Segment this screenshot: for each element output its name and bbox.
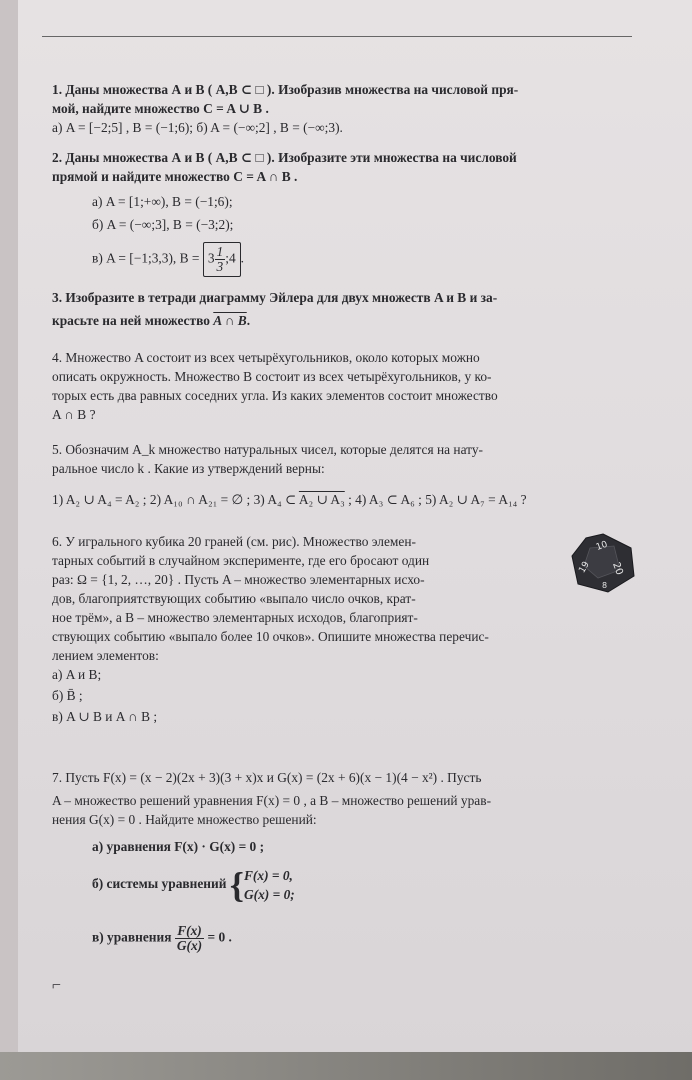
problem-5-line-2: ральное число k . Какие из утверждений верны:: [52, 461, 325, 476]
problem-7-line-1: 7. Пусть F(x) = (x − 2)(2x + 3)(3 + x)x и G(x) = (2x + 6)(x − 1)(4 − x²) . Пусть: [52, 770, 482, 785]
problem-6-b: б) B̄ ;: [52, 688, 83, 703]
problem-2-b: б) A = (−∞;3], B = (−3;2);: [92, 217, 234, 232]
problem-3-line-1: 3. Изобразите в тетради диаграмму Эйлера для двух множеств A и B и за-: [52, 290, 498, 305]
problem-3-line-2: [52, 311, 642, 330]
problem-4: [52, 348, 642, 424]
problem-7-b-eq2: G(x) = 0;: [243, 887, 295, 902]
problem-7-c-end: = 0 .: [207, 929, 232, 945]
problem-2-c-suffix: ;4: [225, 250, 236, 266]
problem-6: [52, 532, 642, 726]
d20-die-icon: [568, 532, 638, 594]
problem-6-line-5: ное трём», а B – множество элементарных исходов, благоприят-: [52, 610, 418, 625]
problem-4-line-1: 4. Множество A состоит из всех четырёхугольников, около которых можно: [52, 350, 480, 365]
problem-6-line-6: ствующих событию «выпало более 10 очков». Опишите множества перечис-: [52, 629, 489, 644]
problem-2-c-denominator: 3: [216, 259, 224, 274]
problem-2-a: а) A = [1;+∞), B = (−1;6);: [92, 194, 233, 209]
top-rule: [42, 36, 632, 37]
problem-4-line-2: описать окружность. Множество B состоит из всех четырёхугольников, у ко-: [52, 369, 492, 384]
problem-7-b-label: б) системы уравнений: [92, 876, 227, 892]
problem-2-c-numerator: 1: [216, 244, 224, 259]
problem-6-line-2: тарных событий в случайном эксперименте, где его бросают один: [52, 553, 430, 568]
problem-7-line-2: A – множество решений уравнения F(x) = 0 , а B – множество решений урав-: [52, 793, 492, 808]
problem-7-c: [52, 924, 642, 960]
problem-6-a: а) A и B;: [52, 667, 102, 682]
problem-7-b: [52, 866, 642, 910]
problem-4-line-4: A ∩ B ?: [52, 407, 96, 422]
die-label-19: 19: [577, 560, 592, 575]
problem-2-line-1: 2. Даны множества А и В ( A,B ⊂ □ ). Изобразите эти множества на числовой: [52, 150, 517, 165]
table-surface: [0, 1052, 692, 1080]
problem-6-line-3: раз: Ω = {1, 2, …, 20} . Пусть A – множество элементарных исхо-: [52, 572, 425, 587]
problem-5: [52, 440, 642, 509]
problem-5-line-3-a: 1) A₂ ∪ A₄ = A₂ ; 2) A₁₀ ∩ A₂₁ = ∅ ; 3) A₄ ⊂: [52, 492, 299, 507]
problem-2-c-whole: 3: [207, 250, 215, 266]
problem-7-c-label: в) уравнения: [92, 929, 172, 945]
problem-7-a: а) уравнения F(x) · G(x) = 0 ;: [92, 839, 265, 854]
problem-5-line-1: 5. Обозначим A_k множество натуральных чисел, которые делятся на нату-: [52, 442, 484, 457]
problem-7-c-numerator: F(x): [175, 924, 204, 939]
problem-5-line-3-b: ; 4) A₃ ⊂ A₆ ; 5) A₂ ∪ A₇ = A₁₄ ?: [344, 492, 527, 507]
problem-1-line-3: а) A = [−2;5] , B = (−1;6); б) A = (−∞;2] , B = (−∞;3).: [52, 120, 343, 135]
problem-7-b-system: [244, 866, 295, 904]
problem-4-line-3: торых есть два равных соседних угла. Из каких элементов состоит множество: [52, 388, 498, 403]
problem-7: [52, 768, 642, 960]
problem-5-line-3: [52, 490, 642, 509]
problem-7-b-eq1: F(x) = 0,: [243, 868, 293, 883]
problem-1-line-1: 1. Даны множества А и В ( A,B ⊂ □ ). Изобразив множества на числовой пря-: [52, 82, 519, 97]
problem-1: [52, 80, 642, 137]
problem-2: [52, 148, 642, 276]
die-label-10: 10: [594, 539, 610, 554]
problem-6-line-4: дов, благоприятствующих событию «выпало число очков, крат-: [52, 591, 416, 606]
corner-pencil-mark: ⌐: [52, 977, 62, 994]
problem-3-line-2-text: красьте на ней множество: [52, 313, 210, 328]
problem-1-line-2: мой, найдите множество C = A ∪ B .: [52, 101, 269, 116]
problem-2-c-prefix: в) A = [−1;3,3), B =: [92, 250, 200, 266]
problem-3-set: A ∩ B: [213, 313, 247, 328]
problem-6-c: в) A ∪ B и A ∩ B ;: [52, 709, 158, 724]
system-brace-icon: {: [229, 865, 244, 905]
problem-7-c-denominator: G(x): [176, 938, 203, 953]
problem-2-c-end: .: [240, 250, 245, 266]
problem-3: [52, 288, 642, 330]
problem-7-line-3: нения G(x) = 0 . Найдите множество решений:: [52, 812, 317, 827]
problem-5-line-3-over: A₂ ∪ A₃: [298, 492, 345, 507]
die-label-8: 8: [602, 581, 608, 590]
problem-3-end: .: [246, 313, 251, 328]
problem-6-line-7: лением элементов:: [52, 648, 159, 663]
problem-2-c: [52, 242, 642, 276]
problem-2-line-2: прямой и найдите множество C = A ∩ B .: [52, 169, 298, 184]
problem-6-line-1: 6. У игрального кубика 20 граней (см. рис). Множество элемен-: [52, 534, 416, 549]
problem-2-c-interval: [203, 242, 241, 277]
die-label-20: 20: [610, 560, 625, 577]
problem-7-c-fraction: [175, 924, 204, 953]
problem-2-c-fraction: [215, 245, 226, 274]
